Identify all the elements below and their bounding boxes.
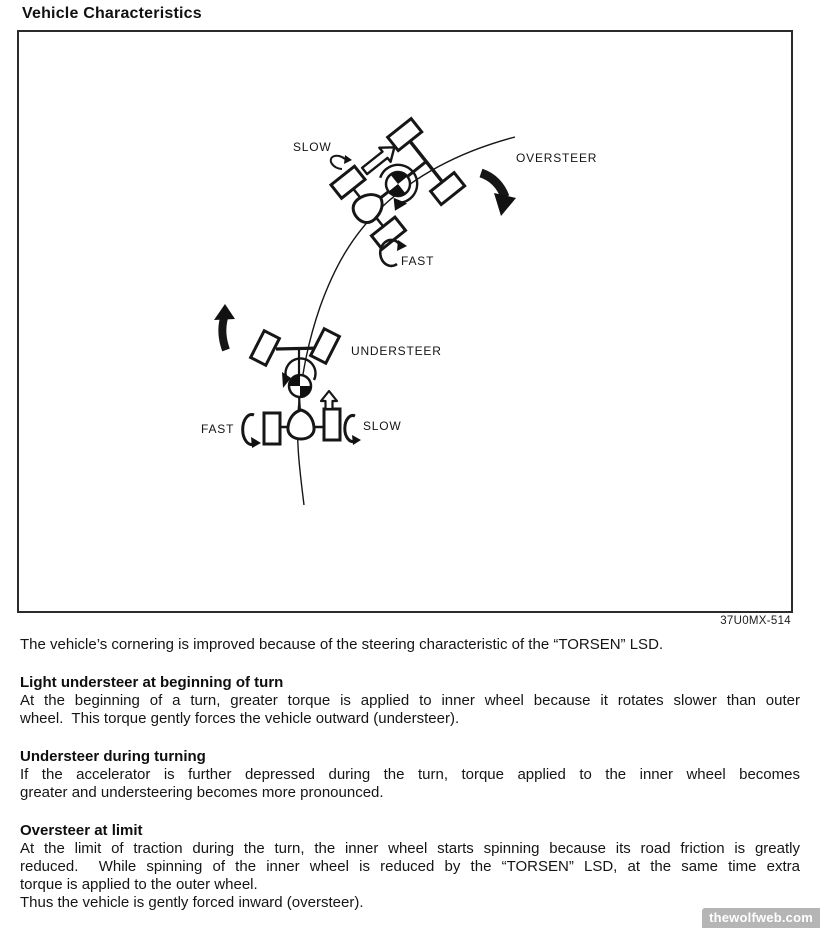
slow-wheel-arrow-icon	[345, 416, 361, 446]
oversteer-label: OVERSTEER	[516, 151, 598, 165]
wheel	[388, 119, 422, 151]
center-of-gravity-icon	[289, 375, 311, 397]
section-oversteer-at-limit	[20, 822, 800, 912]
rear-axle	[376, 218, 383, 227]
watermark-badge: thewolfweb.com	[702, 908, 820, 928]
wheel	[431, 173, 465, 205]
body-text	[20, 636, 800, 912]
wheel	[264, 413, 280, 444]
center-of-gravity-icon	[381, 167, 415, 201]
understeer-label: UNDERSTEER	[351, 344, 442, 358]
section-heading: Oversteer at limit	[20, 822, 143, 839]
section-heading: Light understeer at beginning of turn	[20, 674, 284, 691]
slow-front-label: SLOW	[293, 140, 332, 154]
wheel	[324, 409, 340, 440]
paragraph-line: wheel. This torque gently forces the vehicle outward (understeer).	[20, 710, 460, 727]
understeer-car	[251, 329, 340, 444]
paragraph-line: torque is applied to the outer wheel.	[20, 876, 258, 893]
differential-housing	[348, 188, 388, 228]
paragraph-line: greater and understeering becomes more pronounced.	[20, 784, 384, 801]
understeer-path-arrow-icon	[214, 304, 235, 350]
paragraph-line: At the limit of traction during the turn, the inner wheel starts spinning because its road friction is greatly	[20, 840, 800, 857]
oversteer-car	[330, 119, 465, 251]
differential-housing	[288, 410, 314, 439]
slow-wheel-arrow-icon	[331, 155, 352, 169]
paragraph-line: If the accelerator is further depressed during the turn, torque applied to the inner wheel becomes	[20, 766, 800, 783]
intro-paragraph: The vehicle’s cornering is improved because of the steering characteristic of the “TORSEN” LSD.	[20, 636, 664, 653]
section-heading: Understeer during turning	[20, 748, 206, 765]
figure-code: 37U0MX-514	[720, 615, 791, 627]
section-light-understeer	[20, 674, 800, 728]
fast-rear-label: FAST	[201, 422, 235, 436]
steered-wheel	[251, 331, 280, 365]
paragraph-line: Thus the vehicle is gently forced inward (oversteer).	[20, 894, 364, 911]
section-understeer-during-turning	[20, 748, 800, 802]
paragraph-line: At the beginning of a turn, greater torque is applied to inner wheel because it rotates slower than outer	[20, 692, 800, 709]
torsen-cornering-diagram	[19, 32, 791, 611]
wheel	[331, 166, 365, 198]
slow-rear-label: SLOW	[363, 419, 402, 433]
rear-axle	[353, 189, 360, 198]
diagram-frame	[17, 30, 793, 613]
page-title: Vehicle Characteristics	[22, 5, 202, 22]
paragraph-line: reduced. While spinning of the inner wheel is reduced by the “TORSEN” LSD, at the same time extra	[20, 858, 800, 875]
fast-wheel-arrow-icon	[243, 415, 261, 448]
drive-direction-arrow-icon	[321, 391, 337, 409]
fast-front-label: FAST	[401, 254, 435, 268]
steered-wheel	[311, 329, 340, 363]
oversteer-arrow-icon	[481, 173, 516, 216]
